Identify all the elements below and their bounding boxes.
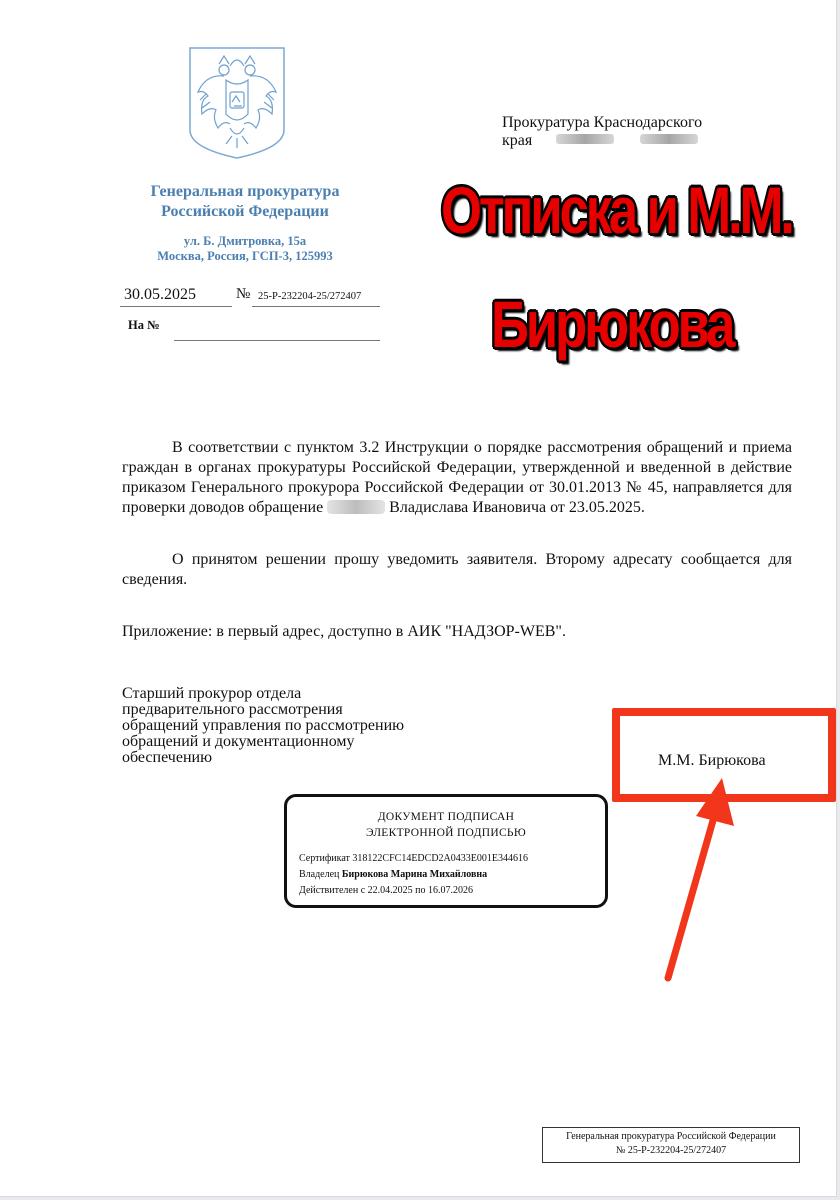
- signer-title-line: Старший прокурор отдела: [122, 685, 302, 702]
- stamp-heading-line2: ЭЛЕКТРОННОЙ ПОДПИСЬЮ: [366, 827, 526, 839]
- overlay-caption-line2: Бирюкова: [491, 287, 733, 361]
- stamp-validity-to: 16.07.2026: [428, 885, 474, 896]
- signer-title: [122, 686, 502, 766]
- redaction-blur: [327, 500, 385, 514]
- stamp-owner-label: Владелец: [299, 869, 340, 880]
- stamp-validity: [299, 885, 473, 896]
- signer-title-line: обращений управления по рассмотрению: [122, 717, 405, 734]
- stamp-certificate-value: 318122CFC14EDCD2A0433E001E344616: [352, 853, 528, 864]
- footer-line2: № 25-Р-232204-25/272407: [615, 1145, 727, 1156]
- org-address-line2: Москва, Россия, ГСП-3, 125993: [157, 249, 333, 263]
- body-paragraph-2: О принятом решении прошу уведомить заявителя. Второму адресату сообщается для сведения.: [122, 551, 792, 588]
- stamp-heading: [287, 809, 605, 841]
- org-name: [110, 182, 380, 222]
- overlay-caption-line1: Отписка и М.М.: [441, 173, 792, 247]
- org-name-line1: Генеральная прокуратура: [150, 183, 340, 200]
- org-address: [110, 234, 380, 264]
- stamp-validity-from-label: с: [360, 885, 366, 896]
- body-paragraph-1-start: В соответствии с пунктом 3.2 Инструкции о порядке рассмотрения обращений и приема граждан в органах прокуратуры Российской Федерации, утвержденной и введенной в действие приказом Генерального прокурора Российской Федерации от 30.01.2013 № 45, направляется для проверки доводов обращение: [122, 439, 792, 516]
- number-sign: №: [236, 286, 251, 302]
- stamp-certificate-label: Сертификат: [299, 853, 350, 864]
- org-name-line2: Российской Федерации: [161, 203, 329, 220]
- redaction-blur: [556, 134, 614, 144]
- stamp-certificate: [299, 853, 528, 864]
- signer-title-line: обращений и документационному: [122, 733, 355, 750]
- recipient-line2: края: [502, 132, 533, 149]
- recipient: [502, 114, 802, 150]
- body-paragraph-1: [122, 438, 792, 518]
- redaction-blur: [640, 134, 698, 144]
- stamp-validity-from: 22.04.2025: [367, 885, 413, 896]
- signer-title-line: предварительного рассмотрения: [122, 701, 343, 718]
- stamp-validity-to-label: по: [415, 885, 426, 896]
- document-date: 30.05.2025: [124, 286, 196, 303]
- attachment-note: Приложение: в первый адрес, доступно в АИК "НАДЗОР-WEB".: [122, 623, 566, 640]
- footer-line1: Генеральная прокуратура Российской Федерации: [566, 1131, 776, 1142]
- reply-to-label: На №: [128, 318, 160, 332]
- body-paragraph-1-end: Владислава Ивановича от 23.05.2025.: [389, 499, 645, 516]
- stamp-validity-label: Действителен: [299, 885, 359, 896]
- recipient-line1: Прокуратура Краснодарского: [502, 114, 703, 131]
- stamp-heading-line1: ДОКУМЕНТ ПОДПИСАН: [377, 811, 515, 823]
- arrow-up-icon: [650, 770, 740, 990]
- signer-title-line: обеспечению: [122, 749, 213, 766]
- org-address-line1: ул. Б. Дмитровка, 15а: [183, 234, 307, 248]
- reply-to-underline: [174, 340, 380, 341]
- e-signature-stamp: [284, 794, 608, 908]
- coat-of-arms-icon: [186, 44, 288, 160]
- number-underline: [252, 306, 380, 307]
- stamp-owner-value: Бирюкова Марина Михайловна: [341, 869, 488, 880]
- signer-name: М.М. Бирюкова: [658, 752, 766, 769]
- footer-registration-box: [542, 1127, 800, 1163]
- date-underline: [120, 306, 232, 307]
- stamp-owner: [299, 869, 487, 880]
- document-number: 25-Р-232204-25/272407: [258, 291, 362, 302]
